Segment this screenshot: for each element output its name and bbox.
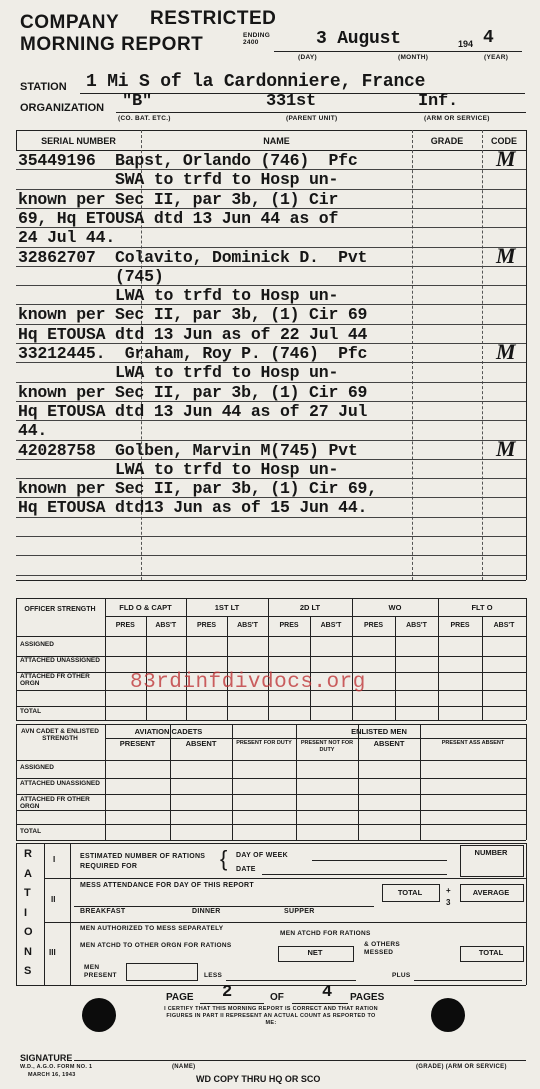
men-present: MEN PRESENT <box>84 964 117 979</box>
station-label: STATION <box>20 81 67 93</box>
mess-attendance: MESS ATTENDANCE FOR DAY OF THIS REPORT <box>80 882 254 889</box>
date-label: DATE <box>236 866 256 873</box>
entry-line: 33212445. Graham, Roy P. (746) Pfc <box>18 344 368 363</box>
watermark: 83rdinfdivdocs.org <box>130 671 366 694</box>
entry-line: 69, Hq ETOUSA dtd 13 Jun 44 as of <box>18 208 339 228</box>
entry-line: known per Sec II, par 3b, (1) Cir 69 <box>18 382 368 402</box>
binder-hole-right <box>431 998 465 1032</box>
entry-line: known per Sec II, par 3b, (1) Cir 69 <box>18 305 368 325</box>
col-name: NAME <box>263 136 290 146</box>
officer-row-label: ATTACHED UNASSIGNED <box>20 657 100 664</box>
entry-line: Hq ETOUSA dtd 13 Jun as of 22 Jul 44 <box>18 324 368 344</box>
certify-statement: I CERTIFY THAT THIS MORNING REPORT IS CORRECT AND THAT RATION FIGURES IN PART II REPRESENT AN ACTUAL COUNT AS REPORTED TO ME: <box>164 1006 378 1026</box>
entry-line: Hq ETOUSA dtd13 Jun as of 15 Jun 44. <box>18 498 368 518</box>
entry-code: M <box>496 435 516 461</box>
officer-sub-header: ABS'T <box>320 622 342 629</box>
officer-sub-header: PRES <box>279 622 299 629</box>
year-prefix: 194 <box>458 39 474 49</box>
officer-sub-header: ABS'T <box>406 622 427 629</box>
rations-vertical-letter: T <box>24 887 31 899</box>
enlisted-col-header: ABSENT <box>373 739 405 748</box>
label-day: (DAY) <box>298 54 317 61</box>
plus-label: PLUS <box>392 972 411 979</box>
enlisted-row-label: ATTACHED FR OTHER ORGN <box>20 796 90 810</box>
enlisted-strength-title: AVN CADET & ENLISTED STRENGTH <box>21 728 99 742</box>
supper-label: SUPPER <box>284 908 315 915</box>
entry-line: known per Sec II, par 3b, (1) Cir <box>18 189 339 209</box>
officer-row-label: ASSIGNED <box>20 641 54 648</box>
org-unit: 331st <box>266 92 317 111</box>
less-label: LESS <box>204 972 223 979</box>
breakfast-label: BREAKFAST <box>80 908 126 915</box>
officer-group-header: WO <box>388 603 402 612</box>
label-year: (YEAR) <box>484 54 509 61</box>
entry-code: M <box>496 242 516 268</box>
men-atchd-for: MEN ATCHD FOR RATIONS <box>280 930 371 937</box>
entry-line: 35449196 Bapst, Orlando (746) Pfc <box>18 151 358 170</box>
enlisted-row-label: ASSIGNED <box>20 764 54 771</box>
men-authorized: MEN AUTHORIZED TO MESS SEPARATELY <box>80 925 224 932</box>
organization-label: ORGANIZATION <box>20 102 105 114</box>
entry-line: 42028758 Golben, Marvin M(745) Pvt <box>18 440 358 460</box>
officer-sub-header: PRES <box>363 622 384 629</box>
form-id: W.D., A.G.O. FORM NO. 1 <box>20 1064 93 1070</box>
col-code: CODE <box>490 136 517 146</box>
org-arm: Inf. <box>418 92 459 111</box>
enlisted-men-header: ENLISTED MEN <box>351 727 407 736</box>
rations-vertical-letter: R <box>24 848 32 860</box>
officer-sub-header: PRES <box>196 622 217 629</box>
entry-line: LWA to trfd to Hosp un- <box>18 459 339 479</box>
ending-label: ENDING 2400 <box>243 32 271 46</box>
label-arm: (ARM OR SERVICE) <box>424 115 490 122</box>
total-box: TOTAL <box>478 948 504 957</box>
average-box: AVERAGE <box>472 888 510 897</box>
entry-line: known per Sec II, par 3b, (1) Cir 69, <box>18 479 377 499</box>
entry-line: (745) <box>18 266 164 286</box>
officer-sub-header: PRES <box>450 622 470 629</box>
officer-sub-header: PRES <box>115 622 135 629</box>
pages-number: 4 <box>322 983 333 1002</box>
plus-sign: + <box>446 886 451 895</box>
enlisted-row-label: ATTACHED UNASSIGNED <box>20 780 100 787</box>
officer-sub-header: ABS'T <box>155 622 177 629</box>
entry-code: M <box>496 339 516 364</box>
officer-group-header: 1ST LT <box>214 603 240 612</box>
report-date: 3 August <box>316 29 401 49</box>
ration-sec-ii: II <box>51 895 56 904</box>
officer-row-label: TOTAL <box>20 708 42 715</box>
label-co: (CO. BAT. ETC.) <box>118 115 171 122</box>
entry-line: SWA to trfd to Hosp un- <box>18 170 339 190</box>
rations-vertical-letter: S <box>24 965 32 977</box>
entry-line: LWA to trfd to Hosp un- <box>18 286 339 306</box>
enlisted-col-header: PRESENT ASS ABSENT <box>441 740 505 746</box>
name-label: (NAME) <box>172 1064 196 1070</box>
station-value: 1 Mi S of la Cardonniere, France <box>86 72 426 92</box>
label-parent: (PARENT UNIT) <box>286 115 338 122</box>
number-box: NUMBER <box>474 848 508 857</box>
officer-group-header: FLT O <box>471 603 493 612</box>
form-company-label: COMPANY <box>20 12 120 33</box>
rations-vertical-letter: I <box>24 906 28 919</box>
officer-group-header: FLD O & CAPT <box>119 603 172 612</box>
enlisted-col-header: PRESENT FOR DUTY <box>236 740 292 746</box>
label-month: (MONTH) <box>398 54 429 61</box>
day-of-week-label: DAY OF WEEK <box>236 852 288 859</box>
entry-line: LWA to trfd to Hosp un- <box>18 363 339 383</box>
ration-sec-iii: III <box>49 948 56 957</box>
entry-line: 44. <box>18 421 48 441</box>
officer-sub-header: ABS'T <box>493 622 515 629</box>
entry-line: 24 Jul 44. <box>18 228 116 248</box>
entry-line: 32862707 Colavito, Dominick D. Pvt <box>18 247 368 267</box>
dinner-label: DINNER <box>192 908 221 915</box>
and-others: & OTHERS MESSED <box>364 941 400 956</box>
officer-group-header: 2D LT <box>299 603 321 612</box>
form-title: MORNING REPORT <box>20 34 204 55</box>
rations-vertical-letter: A <box>24 867 32 880</box>
officer-strength-title: OFFICER STRENGTH <box>24 606 96 613</box>
rations-vertical-letter: O <box>24 926 33 938</box>
restricted-stamp: RESTRICTED <box>150 8 277 29</box>
col-serial: SERIAL NUMBER <box>41 136 116 146</box>
copy-note: WD COPY THRU HQ OR SCO <box>196 1074 321 1084</box>
divide-three: 3 <box>446 898 451 907</box>
mess-total-box: TOTAL <box>397 888 423 897</box>
page-label: PAGE <box>166 992 194 1003</box>
grade-label: (GRADE) (ARM OR SERVICE) <box>416 1064 507 1070</box>
signature-label: SIGNATURE <box>20 1053 73 1063</box>
officer-sub-header: ABS'T <box>237 622 258 629</box>
org-company: "B" <box>122 92 153 111</box>
report-year: 4 <box>483 28 494 48</box>
enlisted-col-header: ABSENT <box>185 739 217 748</box>
estimated-rations: ESTIMATED NUMBER OF RATIONS REQUIRED FOR <box>80 853 206 870</box>
rations-vertical-letter: N <box>24 945 32 958</box>
enlisted-row-label: TOTAL <box>20 828 42 835</box>
enlisted-col-header: PRESENT <box>119 739 156 748</box>
form-date: MARCH 16, 1943 <box>28 1072 76 1078</box>
enlisted-col-header: PRESENT NOT FOR DUTY <box>300 740 354 753</box>
ration-sec-i: I <box>53 855 56 864</box>
pages-label: PAGES <box>350 992 385 1003</box>
net-box: NET <box>307 948 323 957</box>
of-label: OF <box>270 992 284 1003</box>
entry-code: M <box>496 146 516 171</box>
page-number: 2 <box>222 983 233 1002</box>
col-grade: GRADE <box>430 136 464 146</box>
aviation-cadets-header: AVIATION CADETS <box>134 727 203 736</box>
entry-line: Hq ETOUSA dtd 13 Jun 44 as of 27 Jul <box>18 401 368 421</box>
officer-row-label: ATTACHED FR OTHER ORGN <box>20 673 90 687</box>
binder-hole-left <box>82 998 116 1032</box>
men-atchd-to: MEN ATCHD TO OTHER ORGN FOR RATIONS <box>80 942 232 949</box>
